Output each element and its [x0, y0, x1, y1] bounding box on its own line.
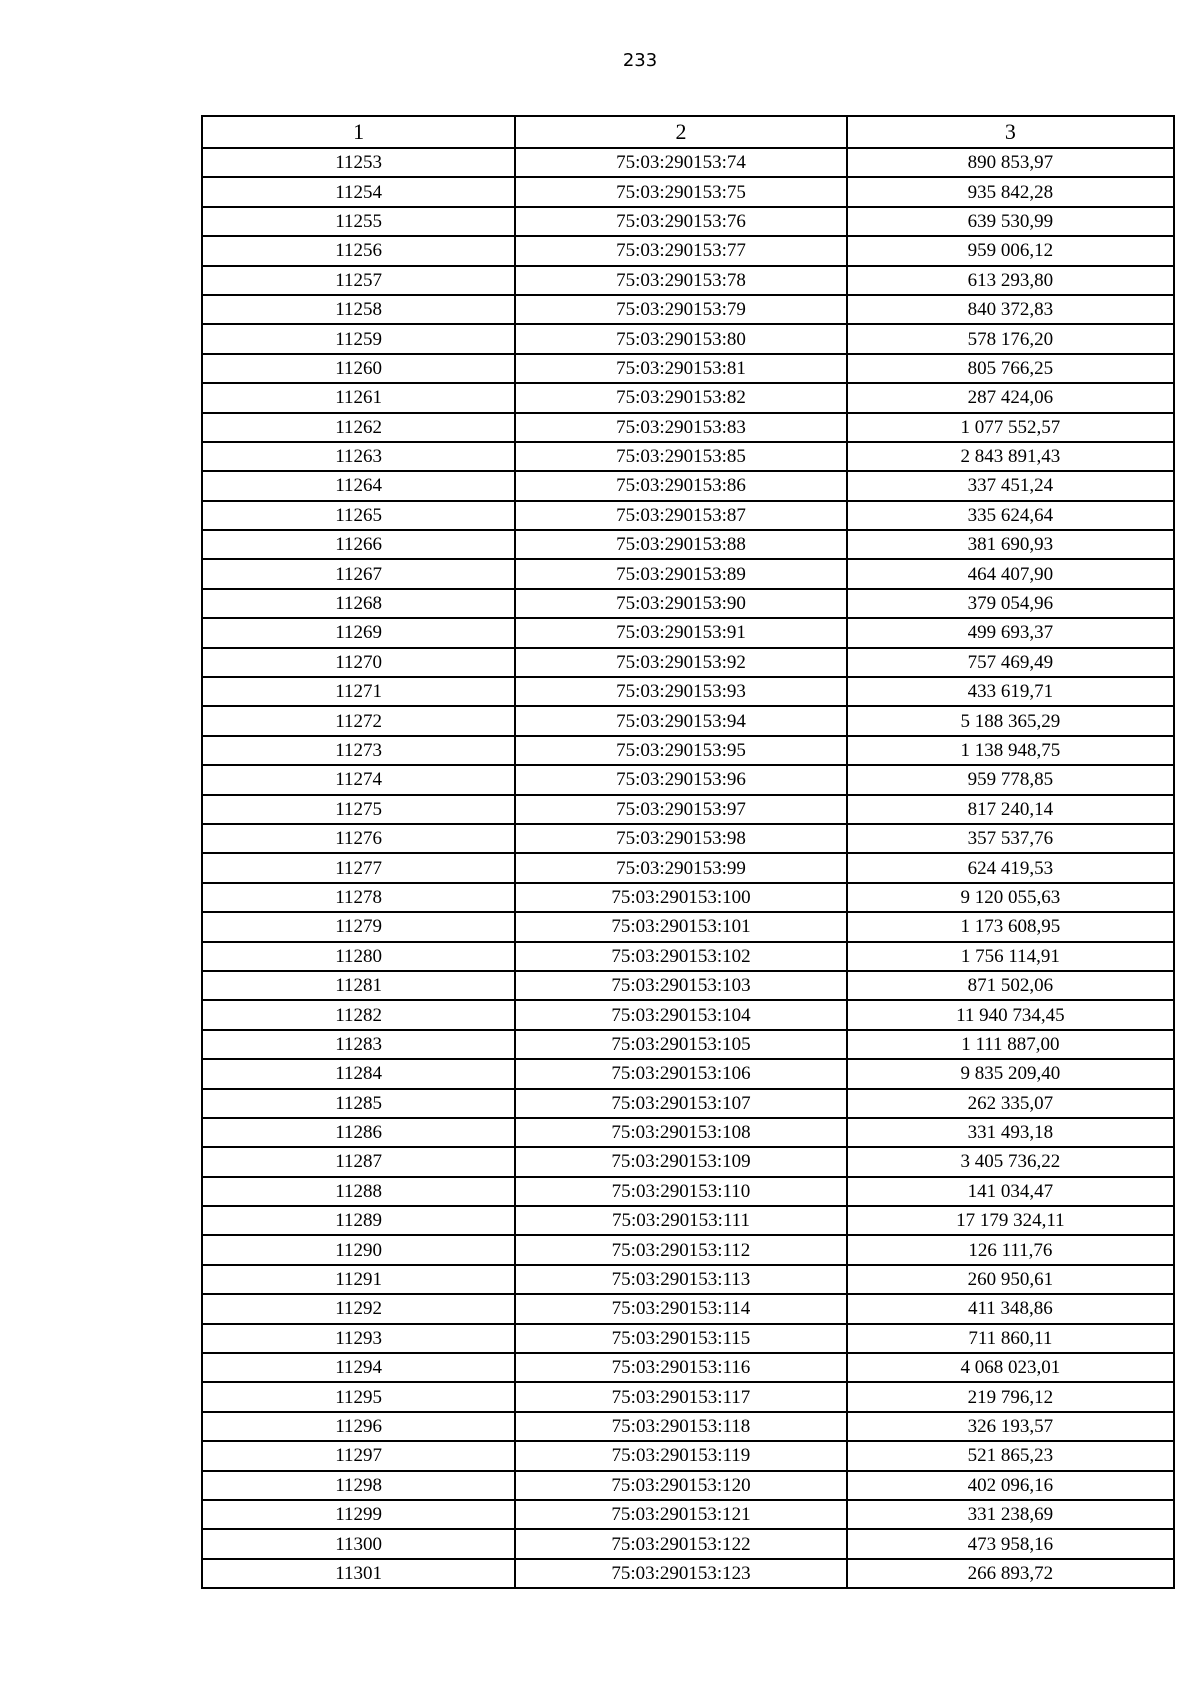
- column-header-1: 1: [202, 116, 515, 148]
- row-number-cell: 11264: [202, 471, 515, 500]
- row-number-cell: 11253: [202, 148, 515, 177]
- cadastral-number-cell: 75:03:290153:101: [515, 912, 846, 941]
- cadastral-number-cell: 75:03:290153:100: [515, 883, 846, 912]
- row-number-cell: 11287: [202, 1147, 515, 1176]
- value-cell: 402 096,16: [847, 1471, 1174, 1500]
- cadastral-number-cell: 75:03:290153:80: [515, 324, 846, 353]
- table-row: [202, 413, 1174, 442]
- cadastral-number-cell: 75:03:290153:123: [515, 1559, 846, 1588]
- table-row: [202, 1206, 1174, 1235]
- value-cell: 326 193,57: [847, 1412, 1174, 1441]
- value-cell: 381 690,93: [847, 530, 1174, 559]
- value-cell: 260 950,61: [847, 1265, 1174, 1294]
- table-row: [202, 148, 1174, 177]
- table-row: [202, 853, 1174, 882]
- table-row: [202, 207, 1174, 236]
- row-number-cell: 11290: [202, 1235, 515, 1264]
- row-number-cell: 11292: [202, 1294, 515, 1323]
- table-row: [202, 1294, 1174, 1323]
- value-cell: 521 865,23: [847, 1441, 1174, 1470]
- page-number: 233: [622, 50, 658, 71]
- table-row: [202, 236, 1174, 265]
- row-number-cell: 11258: [202, 295, 515, 324]
- value-cell: 337 451,24: [847, 471, 1174, 500]
- cadastral-number-cell: 75:03:290153:87: [515, 501, 846, 530]
- row-number-cell: 11281: [202, 971, 515, 1000]
- value-cell: 805 766,25: [847, 354, 1174, 383]
- column-header-3: 3: [847, 116, 1174, 148]
- value-cell: 9 835 209,40: [847, 1059, 1174, 1088]
- cadastral-number-cell: 75:03:290153:94: [515, 706, 846, 735]
- cadastral-number-cell: 75:03:290153:93: [515, 677, 846, 706]
- table-row: [202, 1000, 1174, 1029]
- row-number-cell: 11265: [202, 501, 515, 530]
- cadastral-number-cell: 75:03:290153:81: [515, 354, 846, 383]
- cadastral-number-cell: 75:03:290153:105: [515, 1030, 846, 1059]
- row-number-cell: 11263: [202, 442, 515, 471]
- cadastral-number-cell: 75:03:290153:120: [515, 1471, 846, 1500]
- row-number-cell: 11273: [202, 736, 515, 765]
- table-row: [202, 442, 1174, 471]
- row-number-cell: 11276: [202, 824, 515, 853]
- table-row: [202, 942, 1174, 971]
- value-cell: 126 111,76: [847, 1235, 1174, 1264]
- row-number-cell: 11284: [202, 1059, 515, 1088]
- table-row: [202, 824, 1174, 853]
- table-row: [202, 736, 1174, 765]
- row-number-cell: 11275: [202, 795, 515, 824]
- table-row: [202, 1235, 1174, 1264]
- table-row: [202, 1147, 1174, 1176]
- row-number-cell: 11259: [202, 324, 515, 353]
- table-row: [202, 1059, 1174, 1088]
- table-row: [202, 1324, 1174, 1353]
- row-number-cell: 11297: [202, 1441, 515, 1470]
- table-row: [202, 618, 1174, 647]
- row-number-cell: 11256: [202, 236, 515, 265]
- row-number-cell: 11294: [202, 1353, 515, 1382]
- column-header-2: 2: [515, 116, 846, 148]
- table-row: [202, 765, 1174, 794]
- row-number-cell: 11271: [202, 677, 515, 706]
- table-row: [202, 1353, 1174, 1382]
- table-body: [202, 148, 1174, 1588]
- row-number-cell: 11277: [202, 853, 515, 882]
- cadastral-number-cell: 75:03:290153:90: [515, 589, 846, 618]
- row-number-cell: 11299: [202, 1500, 515, 1529]
- value-cell: 871 502,06: [847, 971, 1174, 1000]
- value-cell: 757 469,49: [847, 648, 1174, 677]
- cadastral-number-cell: 75:03:290153:78: [515, 266, 846, 295]
- row-number-cell: 11300: [202, 1529, 515, 1558]
- cadastral-number-cell: 75:03:290153:106: [515, 1059, 846, 1088]
- value-cell: 11 940 734,45: [847, 1000, 1174, 1029]
- row-number-cell: 11285: [202, 1089, 515, 1118]
- cadastral-number-cell: 75:03:290153:112: [515, 1235, 846, 1264]
- value-cell: 639 530,99: [847, 207, 1174, 236]
- table-row: [202, 1089, 1174, 1118]
- table-row: [202, 501, 1174, 530]
- value-cell: 1 756 114,91: [847, 942, 1174, 971]
- registry-table: [201, 115, 1175, 1589]
- value-cell: 4 068 023,01: [847, 1353, 1174, 1382]
- value-cell: 287 424,06: [847, 383, 1174, 412]
- table-row: [202, 1382, 1174, 1411]
- value-cell: 1 111 887,00: [847, 1030, 1174, 1059]
- value-cell: 3 405 736,22: [847, 1147, 1174, 1176]
- value-cell: 890 853,97: [847, 148, 1174, 177]
- row-number-cell: 11274: [202, 765, 515, 794]
- cadastral-number-cell: 75:03:290153:79: [515, 295, 846, 324]
- cadastral-number-cell: 75:03:290153:115: [515, 1324, 846, 1353]
- table-row: [202, 677, 1174, 706]
- cadastral-number-cell: 75:03:290153:103: [515, 971, 846, 1000]
- table-row: [202, 1500, 1174, 1529]
- row-number-cell: 11268: [202, 589, 515, 618]
- cadastral-number-cell: 75:03:290153:111: [515, 1206, 846, 1235]
- cadastral-number-cell: 75:03:290153:108: [515, 1118, 846, 1147]
- cadastral-number-cell: 75:03:290153:104: [515, 1000, 846, 1029]
- row-number-cell: 11257: [202, 266, 515, 295]
- table-row: [202, 1265, 1174, 1294]
- row-number-cell: 11260: [202, 354, 515, 383]
- row-number-cell: 11295: [202, 1382, 515, 1411]
- value-cell: 331 493,18: [847, 1118, 1174, 1147]
- cadastral-number-cell: 75:03:290153:102: [515, 942, 846, 971]
- table-row: [202, 589, 1174, 618]
- cadastral-number-cell: 75:03:290153:74: [515, 148, 846, 177]
- cadastral-number-cell: 75:03:290153:91: [515, 618, 846, 647]
- value-cell: 433 619,71: [847, 677, 1174, 706]
- row-number-cell: 11283: [202, 1030, 515, 1059]
- value-cell: 473 958,16: [847, 1529, 1174, 1558]
- table-row: [202, 1441, 1174, 1470]
- row-number-cell: 11261: [202, 383, 515, 412]
- cadastral-number-cell: 75:03:290153:86: [515, 471, 846, 500]
- value-cell: 17 179 324,11: [847, 1206, 1174, 1235]
- table-row: [202, 324, 1174, 353]
- value-cell: 624 419,53: [847, 853, 1174, 882]
- table-row: [202, 1177, 1174, 1206]
- value-cell: 578 176,20: [847, 324, 1174, 353]
- row-number-cell: 11296: [202, 1412, 515, 1441]
- table-row: [202, 706, 1174, 735]
- value-cell: 464 407,90: [847, 559, 1174, 588]
- row-number-cell: 11286: [202, 1118, 515, 1147]
- value-cell: 331 238,69: [847, 1500, 1174, 1529]
- cadastral-number-cell: 75:03:290153:89: [515, 559, 846, 588]
- table-row: [202, 1529, 1174, 1558]
- value-cell: 141 034,47: [847, 1177, 1174, 1206]
- row-number-cell: 11289: [202, 1206, 515, 1235]
- cadastral-number-cell: 75:03:290153:88: [515, 530, 846, 559]
- cadastral-number-cell: 75:03:290153:92: [515, 648, 846, 677]
- table-row: [202, 266, 1174, 295]
- value-cell: 335 624,64: [847, 501, 1174, 530]
- cadastral-number-cell: 75:03:290153:97: [515, 795, 846, 824]
- value-cell: 379 054,96: [847, 589, 1174, 618]
- row-number-cell: 11288: [202, 1177, 515, 1206]
- header-row: [202, 116, 1174, 148]
- row-number-cell: 11266: [202, 530, 515, 559]
- cadastral-number-cell: 75:03:290153:85: [515, 442, 846, 471]
- cadastral-number-cell: 75:03:290153:83: [515, 413, 846, 442]
- value-cell: 711 860,11: [847, 1324, 1174, 1353]
- cadastral-number-cell: 75:03:290153:98: [515, 824, 846, 853]
- value-cell: 1 138 948,75: [847, 736, 1174, 765]
- row-number-cell: 11279: [202, 912, 515, 941]
- cadastral-number-cell: 75:03:290153:75: [515, 177, 846, 206]
- value-cell: 499 693,37: [847, 618, 1174, 647]
- value-cell: 262 335,07: [847, 1089, 1174, 1118]
- table-row: [202, 295, 1174, 324]
- cadastral-number-cell: 75:03:290153:122: [515, 1529, 846, 1558]
- value-cell: 266 893,72: [847, 1559, 1174, 1588]
- row-number-cell: 11282: [202, 1000, 515, 1029]
- cadastral-number-cell: 75:03:290153:110: [515, 1177, 846, 1206]
- cadastral-number-cell: 75:03:290153:82: [515, 383, 846, 412]
- table-row: [202, 1118, 1174, 1147]
- value-cell: 613 293,80: [847, 266, 1174, 295]
- table-row: [202, 1471, 1174, 1500]
- row-number-cell: 11278: [202, 883, 515, 912]
- row-number-cell: 11267: [202, 559, 515, 588]
- value-cell: 1 077 552,57: [847, 413, 1174, 442]
- table-row: [202, 648, 1174, 677]
- cadastral-number-cell: 75:03:290153:119: [515, 1441, 846, 1470]
- value-cell: 840 372,83: [847, 295, 1174, 324]
- row-number-cell: 11298: [202, 1471, 515, 1500]
- cadastral-number-cell: 75:03:290153:121: [515, 1500, 846, 1529]
- value-cell: 2 843 891,43: [847, 442, 1174, 471]
- row-number-cell: 11291: [202, 1265, 515, 1294]
- cadastral-number-cell: 75:03:290153:95: [515, 736, 846, 765]
- value-cell: 357 537,76: [847, 824, 1174, 853]
- row-number-cell: 11255: [202, 207, 515, 236]
- row-number-cell: 11270: [202, 648, 515, 677]
- cadastral-number-cell: 75:03:290153:99: [515, 853, 846, 882]
- row-number-cell: 11293: [202, 1324, 515, 1353]
- table-row: [202, 471, 1174, 500]
- table-header: [202, 116, 1174, 148]
- cadastral-number-cell: 75:03:290153:113: [515, 1265, 846, 1294]
- row-number-cell: 11254: [202, 177, 515, 206]
- cadastral-number-cell: 75:03:290153:96: [515, 765, 846, 794]
- row-number-cell: 11280: [202, 942, 515, 971]
- cadastral-number-cell: 75:03:290153:77: [515, 236, 846, 265]
- cadastral-number-cell: 75:03:290153:116: [515, 1353, 846, 1382]
- value-cell: 935 842,28: [847, 177, 1174, 206]
- table-row: [202, 1559, 1174, 1588]
- value-cell: 9 120 055,63: [847, 883, 1174, 912]
- table-row: [202, 1030, 1174, 1059]
- table-row: [202, 177, 1174, 206]
- value-cell: 219 796,12: [847, 1382, 1174, 1411]
- cadastral-number-cell: 75:03:290153:109: [515, 1147, 846, 1176]
- value-cell: 817 240,14: [847, 795, 1174, 824]
- row-number-cell: 11272: [202, 706, 515, 735]
- table-row: [202, 912, 1174, 941]
- value-cell: 1 173 608,95: [847, 912, 1174, 941]
- table-row: [202, 795, 1174, 824]
- cadastral-number-cell: 75:03:290153:107: [515, 1089, 846, 1118]
- row-number-cell: 11262: [202, 413, 515, 442]
- table-row: [202, 383, 1174, 412]
- table-row: [202, 883, 1174, 912]
- value-cell: 5 188 365,29: [847, 706, 1174, 735]
- value-cell: 411 348,86: [847, 1294, 1174, 1323]
- value-cell: 959 006,12: [847, 236, 1174, 265]
- cadastral-number-cell: 75:03:290153:118: [515, 1412, 846, 1441]
- table-row: [202, 354, 1174, 383]
- cadastral-number-cell: 75:03:290153:117: [515, 1382, 846, 1411]
- value-cell: 959 778,85: [847, 765, 1174, 794]
- table-row: [202, 971, 1174, 1000]
- row-number-cell: 11269: [202, 618, 515, 647]
- cadastral-number-cell: 75:03:290153:114: [515, 1294, 846, 1323]
- row-number-cell: 11301: [202, 1559, 515, 1588]
- cadastral-number-cell: 75:03:290153:76: [515, 207, 846, 236]
- table-row: [202, 559, 1174, 588]
- table-row: [202, 1412, 1174, 1441]
- table-row: [202, 530, 1174, 559]
